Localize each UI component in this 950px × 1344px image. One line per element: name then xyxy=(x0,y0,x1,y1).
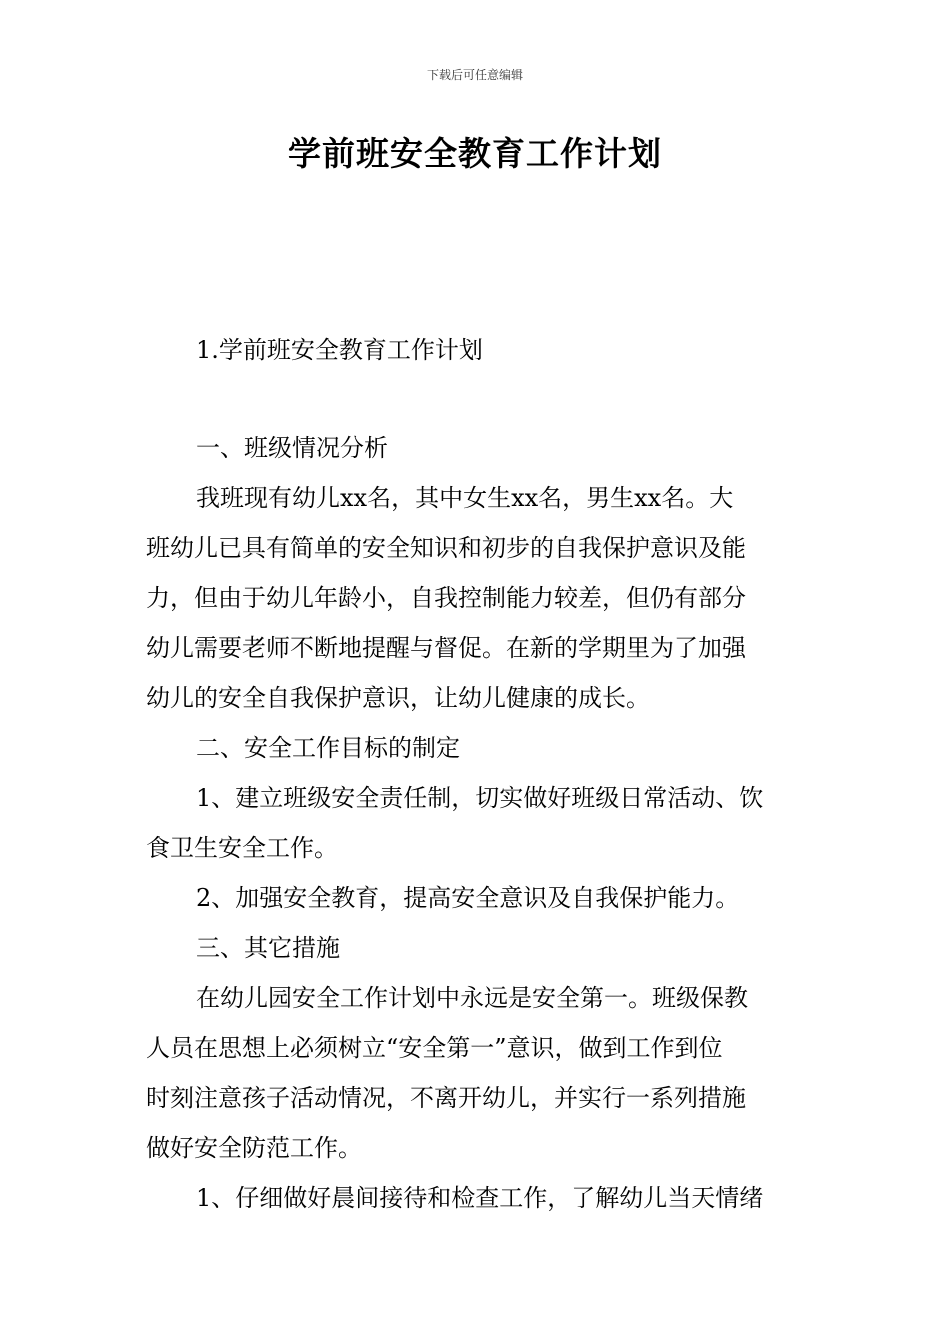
section-heading-class-analysis: 一、班级情况分析 xyxy=(196,434,388,462)
document-title: 学前班安全教育工作计划 xyxy=(288,134,662,173)
paragraph-line: 力，但由于幼儿年龄小，自我控制能力较差，但仍有部分 xyxy=(146,584,746,612)
section-heading-1: 1.学前班安全教育工作计划 xyxy=(196,336,483,364)
paragraph-line: 1、建立班级安全责任制，切实做好班级日常活动、饮 xyxy=(196,784,764,812)
paragraph-line: 幼儿需要老师不断地提醒与督促。在新的学期里为了加强 xyxy=(146,634,746,662)
paragraph-line: 人员在思想上必须树立“安全第一”意识，做到工作到位 xyxy=(146,1034,723,1062)
paragraph-line: 班幼儿已具有简单的安全知识和初步的自我保护意识及能 xyxy=(146,534,746,562)
paragraph-line: 1、仔细做好晨间接待和检查工作，了解幼儿当天情绪 xyxy=(196,1184,764,1212)
paragraph-line: 食卫生安全工作。 xyxy=(146,834,338,862)
paragraph-line: 幼儿的安全自我保护意识，让幼儿健康的成长。 xyxy=(146,684,650,712)
section-heading-measures: 三、其它措施 xyxy=(196,934,340,962)
paragraph-line: 在幼儿园安全工作计划中永远是安全第一。班级保教 xyxy=(196,984,748,1012)
paragraph-line: 时刻注意孩子活动情况，不离开幼儿，并实行一系列措施 xyxy=(146,1084,746,1112)
section-heading-goals: 二、安全工作目标的制定 xyxy=(196,734,460,762)
paragraph-line: 2、加强安全教育，提高安全意识及自我保护能力。 xyxy=(196,884,740,912)
header-note: 下载后可任意编辑 xyxy=(426,68,523,82)
paragraph-line: 我班现有幼儿xx名，其中女生xx名，男生xx名。大 xyxy=(196,484,734,512)
paragraph-line: 做好安全防范工作。 xyxy=(146,1134,362,1162)
